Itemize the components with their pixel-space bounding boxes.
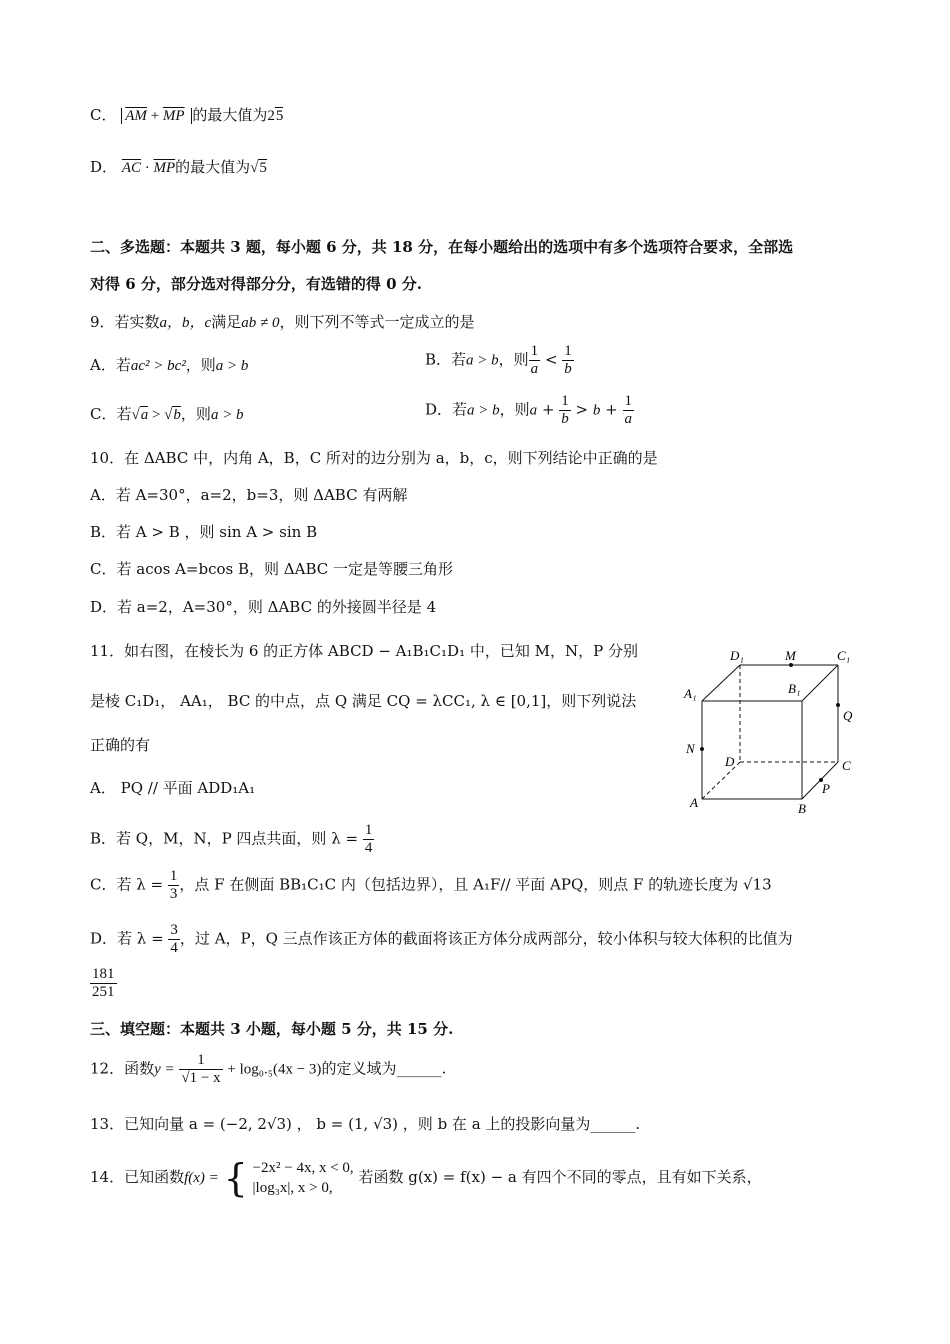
label-c1: C₁ [837,648,851,663]
label-a1: A₁ [684,686,697,701]
label-a: A [690,795,698,810]
q10-option-c: C．若 acos A=bcos B，则 ΔABC 一定是等腰三角形 [90,560,453,578]
piecewise-brace: { [223,1156,248,1200]
q9-option-a: A．若ac² > bc²，则a > b [90,356,249,374]
label-d: D [725,754,735,769]
point-m [789,663,793,667]
piecewise-cases: −2x² − 4x, x < 0, |log₃x|, x > 0, [252,1160,354,1196]
q10-option-b: B．若 A > B ，则 sin A > sin B [90,523,318,541]
q9-stem: 9．若实数a，b，c满足ab ≠ 0，则下列不等式一定成立的是 [90,313,475,331]
q13-line: 13．已知向量 a = (−2, 2√3) ， b = (1, √3) ，则 b 在 a 上的投影向量为______. [90,1115,641,1133]
q11-line1: 11．如右图，在棱长为 6 的正方体 ABCD − A₁B₁C₁D₁ 中，已知 M，N，P 分别 [90,642,638,660]
q11-option-d-answer: $\frac{181}{251}$ [92,966,115,1000]
q9-option-d: D．若a > b，则a + $\frac{1}{b}$ > b + $\frac{1}{a}$ [425,393,632,427]
q11-option-d: D．若 λ = $\frac{3}{4}$ ，过 A，P，Q 三点作该正方体的截面将该正方体分成两部分，较小体积与较大体积的比值为 [90,922,793,956]
label-c: C [842,758,851,773]
section2-line2: 对得 6 分，部分选对得部分分，有选错的得 0 分. [90,275,422,293]
label-m: M [785,648,796,663]
q11-line3: 正确的有 [90,736,151,754]
q8-option-c-expr: $\overline{AM} + \overline{MP}$ [121,108,192,124]
label-d1: D₁ [730,648,744,663]
label-n: N [686,741,695,756]
label-p: P [822,781,830,796]
point-n [700,747,704,751]
q10-stem: 10．在 ΔABC 中，内角 A，B，C 所对的边分别为 a，b，c，则下列结论中正确的是 [90,449,658,467]
point-q [836,703,840,707]
q8-option-d-expr: $\overline{AC} \cdot \overline{MP}$ [121,160,176,176]
label-b: B [798,801,806,816]
q9-option-b: B．若a > b，则 $\frac{1}{a}$ < $\frac{1}{b}$ [425,343,572,377]
label-b1: B₁ [788,681,801,696]
q8-option-d: D． $\overline{AC} \cdot \overline{MP}$的最大值为√5 [90,158,267,176]
q10-option-a: A．若 A=30°，a=2，b=3，则 ΔABC 有两解 [90,486,408,504]
q11-option-b: B．若 Q，M，N，P 四点共面，则 λ = $\frac{1}{4}$ [90,822,373,856]
q11-option-a: A． PQ // 平面 ADD₁A₁ [90,779,256,797]
q14-line: 14．已知函数f(x) = { −2x² − 4x, x < 0, |log₃x|, x > 0, 若函数 g(x) = f(x) − a 有四个不同的零点，且有如下关系， [90,1156,762,1200]
section2-line1: 二、多选题：本题共 3 题，每小题 6 分，共 18 分，在每小题给出的选项中有多个选项符合要求，全部选 [90,238,794,256]
q9-option-c: C．若√a > √b，则a > b [90,405,244,423]
q10-option-d: D．若 a=2，A=30°，则 ΔABC 的外接圆半径是 4 [90,598,437,616]
label-q: Q [843,708,853,723]
q8-option-c: C． $\overline{AM} + \overline{MP}$ 的最大值为25 [90,106,284,124]
q11-option-c: C．若 λ = $\frac{1}{3}$ ，点 F 在侧面 BB₁C₁C 内（包括边界），且 A₁F// 平面 APQ，则点 F 的轨迹长度为 √13 [90,868,772,902]
section3-title: 三、填空题：本题共 3 小题，每小题 5 分，共 15 分. [90,1020,454,1038]
q12-line: 12．函数y = $\frac{1}{√1 - x}$ + log₀.₅(4x − 3)的定义域为______. [90,1052,447,1086]
q11-line2: 是棱 C₁D₁， AA₁， BC 的中点，点 Q 满足 CQ = λCC₁, λ ∈ [0,1]，则下列说法 [90,692,637,710]
cube-figure [680,645,880,820]
